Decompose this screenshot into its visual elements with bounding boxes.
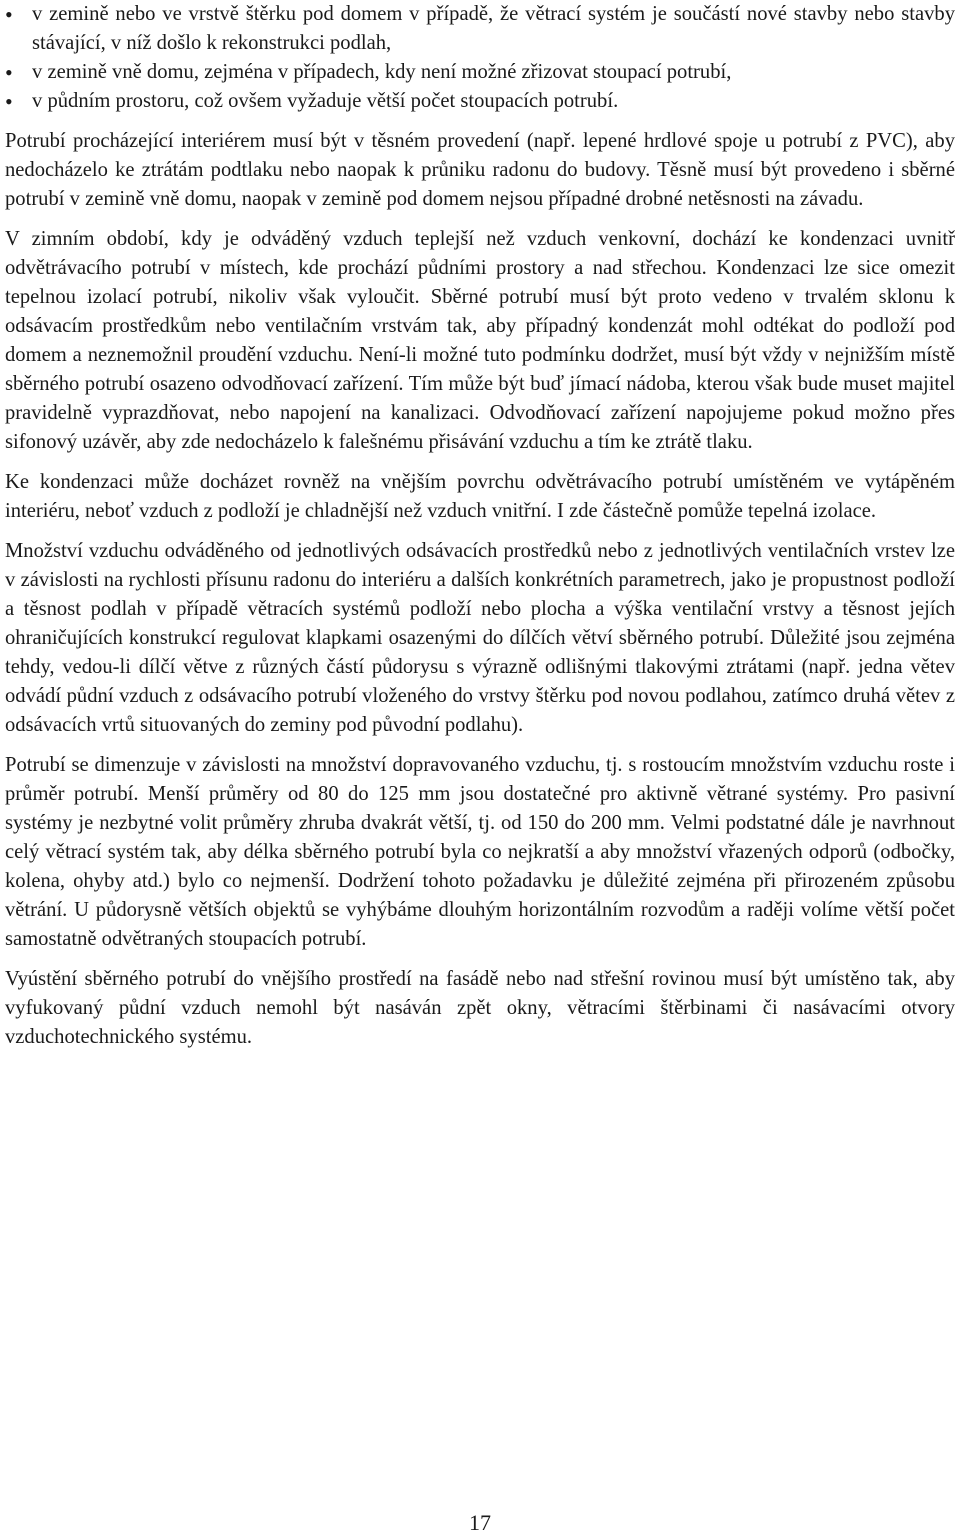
bullet-item: • v půdním prostoru, což ovšem vyžaduje větší počet stoupacích potrubí.	[5, 87, 955, 116]
paragraph-condensation-outside: Ke kondenzaci může docházet rovněž na vnějším povrchu odvětrávacího potrubí umístěném ve vytápěném interiéru, neboť vzduch z podloží je chladnější než vzduch vnitřní. I zde částečně pomůže tepelná izolace.	[5, 471, 955, 522]
bullet-item: • v zemině nebo ve vrstvě štěrku pod domem v případě, že větrací systém je součástí nové stavby nebo stavby stávající, v níž došlo k rekonstrukci podlah,	[5, 0, 955, 58]
paragraph-air-volume: Množství vzduchu odváděného od jednotlivých odsávacích prostředků nebo z jednotlivých ventilačních vrstev lze v závislosti na rychlosti přísunu radonu do interiéru a dalších konkrétních parametrech, jako je propustnost podloží a těsnost podlah v případě větracích systémů podloží nebo plocha a výška ventilační vrstvy a těsnost jejích ohraničujících konstrukcí regulovat klapkami osazenými do dílčích větví sběrného potrubí. Důležité jsou zejména tehdy, vedou-li dílčí větve z různých částí půdorysu s výrazně odlišnými tlakovými ztrátami (např. jedna větev odvádí půdní vzduch z odsávacího potrubí vloženého do vrstvy štěrku pod novou podlahou, zatímco druhá větev z odsávacích vrtů situovaných do zeminy pod původní podlahu).	[5, 540, 955, 736]
paragraph-outlet: Vyústění sběrného potrubí do vnějšího prostředí na fasádě nebo nad střešní rovinou musí být umístěno tak, aby vyfukovaný půdní vzduch nemohl být nasáván zpět okny, větracími štěrbinami či nasávacími otvory vzduchotechnického systému.	[5, 968, 955, 1048]
page-number: 17	[469, 1510, 491, 1535]
paragraph-pipe-tightness: Potrubí procházející interiérem musí být v těsném provedení (např. lepené hrdlové spoje u potrubí z PVC), aby nedocházelo ke ztrátám podtlaku nebo naopak k průniku radonu do budovy. Těsně musí být provedeno i sběrné potrubí v zemině vně domu, naopak v zemině pod domem nejsou případné drobné netěsnosti na závadu.	[5, 130, 955, 210]
paragraph-condensation-inside: V zimním období, kdy je odváděný vzduch teplejší než vzduch venkovní, dochází ke kondenzaci uvnitř odvětrávacího potrubí v místech, kde prochází půdními prostory a nad střechou. Kondenzaci lze sice omezit tepelnou izolací potrubí, nikoliv však vyloučit. Sběrné potrubí musí být proto vedeno v trvalém sklonu k odsávacím prostředkům nebo ventilačním vrstvám tak, aby případný kondenzát mohl odtékat do podloží pod domem a neznemožnil proudění vzduchu. Není-li možné tuto podmínku dodržet, musí být vždy v nejnižším místě sběrného potrubí osazeno odvodňovací zařízení. Tím může být buď jímací nádoba, kterou však bude muset majitel pravidelně vyprazdňovat, nebo napojení na kanalizaci. Odvodňovací zařízení napojujeme pokud možno přes sifonový uzávěr, aby zde nedocházelo k falešnému přisávání vzduchu a tím ke ztrátě tlaku.	[5, 228, 955, 453]
paragraph-pipe-sizing: Potrubí se dimenzuje v závislosti na množství dopravovaného vzduchu, tj. s rostoucím množstvím vzduchu roste i průměr potrubí. Menší průměry od 80 do 125 mm jsou dostatečné pro aktivně větrané systémy. Pro pasivní systémy je nezbytné volit průměry zhruba dvakrát větší, tj. od 150 do 200 mm. Velmi podstatné dále je navrhnout celý větrací systém tak, aby délka sběrného potrubí byla co nejkratší a aby množství vřazených odporů (odbočky, kolena, ohyby atd.) bylo co nejmenší. Dodržení tohoto požadavku je důležité zejména při přirozeném způsobu větrání. U půdorysně větších objektů se vyhýbáme dlouhým horizontálním rozvodům a raději volíme větší počet samostatně odvětraných stoupacích potrubí.	[5, 754, 955, 950]
bullet-item: • v zemině vně domu, zejména v případech, kdy není možné zřizovat stoupací potrubí,	[5, 58, 955, 87]
document-page	[5, 0, 955, 1052]
bullet-list	[5, 0, 955, 116]
